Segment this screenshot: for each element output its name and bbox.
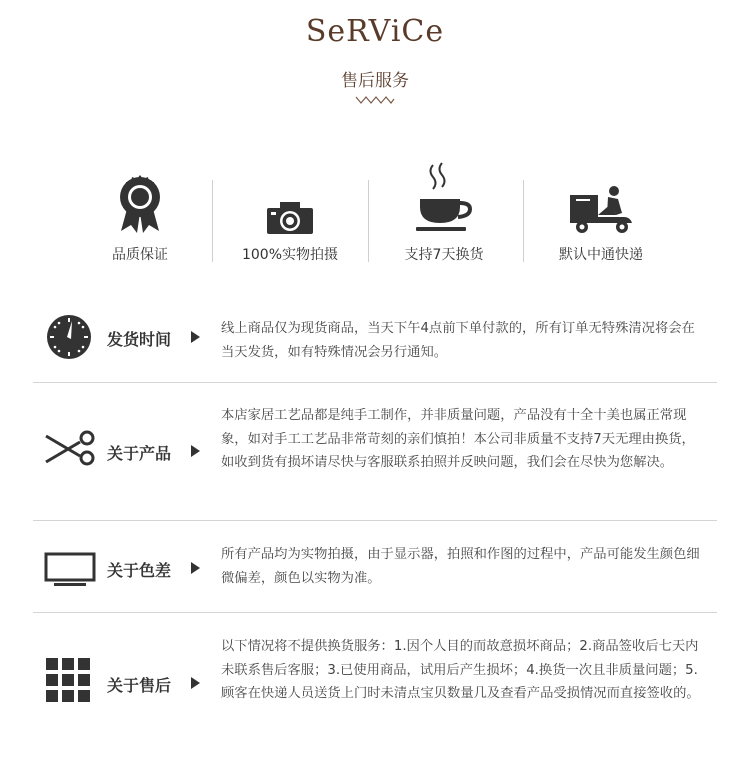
policy-product-label: 关于产品 bbox=[107, 444, 172, 463]
feature-exchange bbox=[369, 150, 519, 264]
row-divider bbox=[33, 612, 717, 613]
feature-delivery bbox=[526, 150, 676, 264]
arrow-right-icon bbox=[191, 677, 200, 689]
policy-aftersale-icon-wrap bbox=[45, 657, 91, 703]
feature-photo bbox=[215, 150, 365, 264]
feature-delivery-label: 默认中通快递 bbox=[559, 247, 643, 263]
clock-icon bbox=[45, 313, 93, 361]
policy-shipping-text: 线上商品仅为现货商品，当天下午4点前下单付款的，所有订单无特殊清况将会在当天发货，如有特殊情况会另行通知。 bbox=[221, 321, 695, 360]
feature-photo-label: 100%实物拍摄 bbox=[241, 247, 339, 263]
service-title: SeRViCe bbox=[305, 14, 445, 49]
policy-color-label: 关于色差 bbox=[107, 561, 172, 580]
policy-product-icon-wrap bbox=[44, 428, 96, 468]
arrow-right-icon bbox=[191, 445, 200, 457]
row-divider bbox=[33, 382, 717, 383]
policy-aftersale-text: 以下情况将不提供换货服务：1.因个人目的而故意损坏商品；2.商品签收后七天内未联系售后客服；3.已使用商品，试用后产生损坏；4.换货一次且非质量问题；5.顾客在快递人员送货上门时未清点宝贝数量几及查看产品受损情况而直接签收的。 bbox=[221, 639, 700, 701]
coffee-cup-icon bbox=[416, 161, 472, 235]
delivery-scooter-icon bbox=[568, 185, 634, 235]
grid-icon bbox=[46, 658, 90, 702]
camera-icon bbox=[266, 201, 314, 235]
feature-exchange-label: 支持7天换货 bbox=[404, 247, 484, 263]
feature-quality bbox=[65, 150, 215, 264]
arrow-right-icon bbox=[191, 331, 200, 343]
scissors-icon bbox=[44, 430, 96, 466]
policy-color-text: 所有产品均为实物拍摄，由于显示器，拍照和作图的过程中，产品可能发生颜色细微偏差，颜色以实物为准。 bbox=[221, 547, 700, 586]
policy-product-text: 本店家居工艺品都是纯手工制作，并非质量问题，产品没有十全十美也属正常现象，如对手工工艺品非常苛刻的亲们慎拍！本公司非质量不支持7天无理由换货，如收到货有损坏请尽快与客服联系拍照并反映问题，我们会在尽快为您解决。 bbox=[221, 408, 695, 470]
feature-divider bbox=[212, 180, 213, 262]
monitor-icon bbox=[44, 552, 96, 588]
policy-aftersale-label: 关于售后 bbox=[107, 676, 172, 695]
row-divider bbox=[33, 520, 717, 521]
policy-shipping-icon-wrap bbox=[45, 313, 93, 361]
service-subtitle: 售后服务 bbox=[341, 71, 409, 91]
policy-shipping-label: 发货时间 bbox=[107, 330, 172, 349]
feature-divider bbox=[523, 180, 524, 262]
wave-ornament-icon bbox=[355, 94, 395, 106]
policy-color-icon-wrap bbox=[44, 550, 96, 590]
arrow-right-icon bbox=[191, 562, 200, 574]
quality-badge-icon bbox=[117, 173, 163, 235]
feature-quality-label: 品质保证 bbox=[112, 247, 168, 263]
